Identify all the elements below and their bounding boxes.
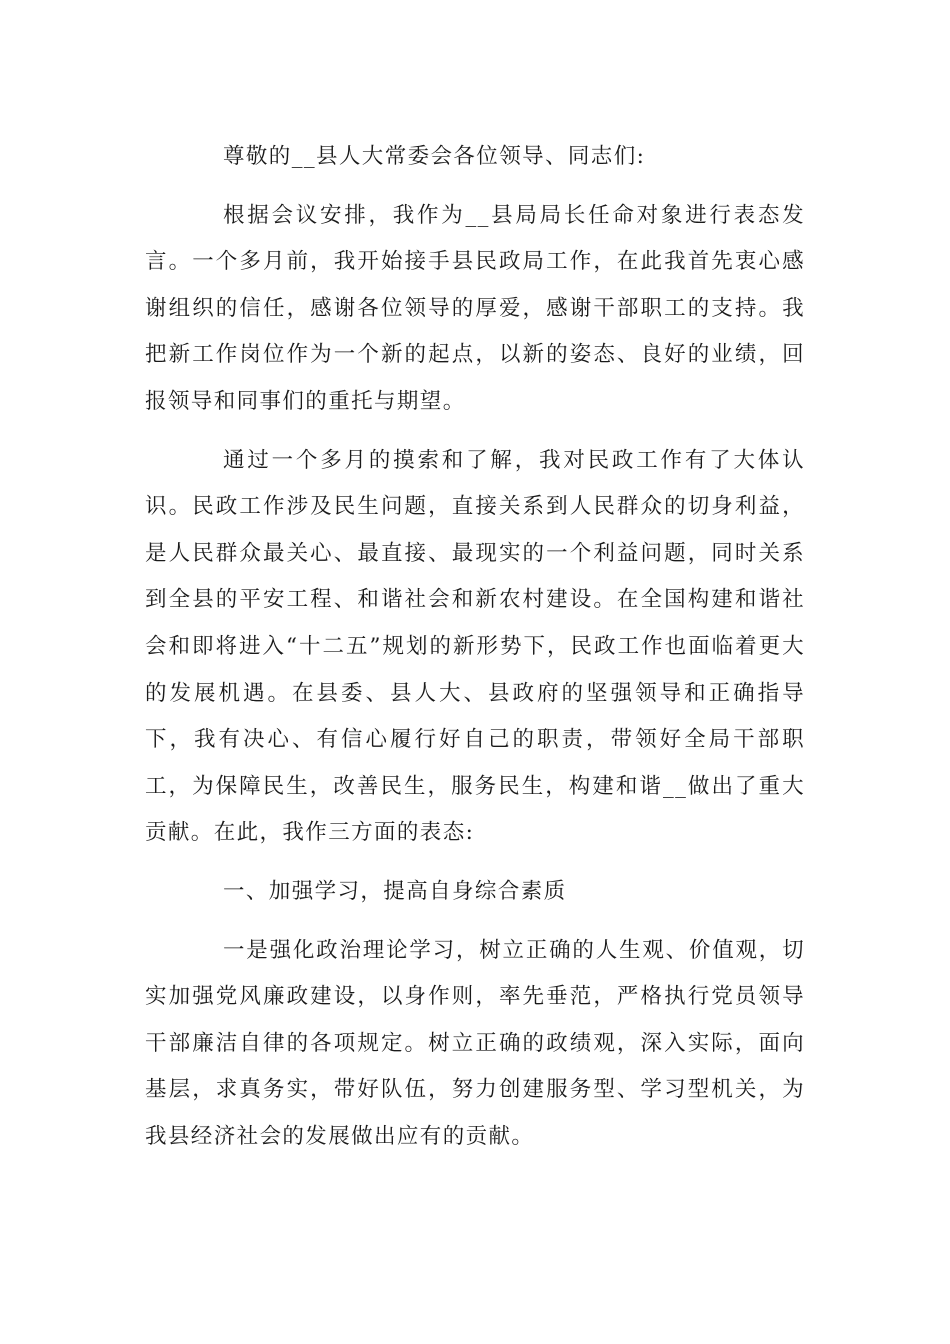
paragraph-political-study: 一是强化政治理论学习，树立正确的人生观、价值观，切实加强党风廉政建设，以身作则，率先垂范，严格执行党员领导干部廉洁自律的各项规定。树立正确的政绩观，深入实际，面向基层，求真务实，带好队伍，努力创建服务型、学习型机关，为我县经济社会的发展做出应有的贡献。 [145,937,805,1149]
salutation: 尊敬的__县人大常委会各位领导、同志们: [223,144,646,169]
document-body [145,134,805,1172]
paragraph-appointment-statement: 根据会议安排，我作为__县局局长任命对象进行表态发言。一个多月前，我开始接手县民政局工作，在此我首先衷心感谢组织的信任，感谢各位领导的厚爱，感谢干部职工的支持。我把新工作岗位作为一个新的起点，以新的姿态、良好的业绩，回报领导和同事们的重托与期望。 [145,202,805,414]
paragraph-civil-affairs-understanding: 通过一个多月的摸索和了解，我对民政工作有了大体认识。民政工作涉及民生问题，直接关系到人民群众的切身利益，是人民群众最关心、最直接、最现实的一个利益问题，同时关系到全县的平安工程、和谐社会和新农村建设。在全国构建和谐社会和即将进入“十二五”规划的新形势下，民政工作也面临着更大的发展机遇。在县委、县人大、县政府的坚强领导和正确指导下，我有决心、有信心履行好自己的职责，带领好全局干部职工，为保障民生，改善民生，服务民生，构建和谐__做出了重大贡献。在此，我作三方面的表态: [145,447,805,846]
section-heading-study: 一、加强学习，提高自身综合素质 [223,878,567,904]
